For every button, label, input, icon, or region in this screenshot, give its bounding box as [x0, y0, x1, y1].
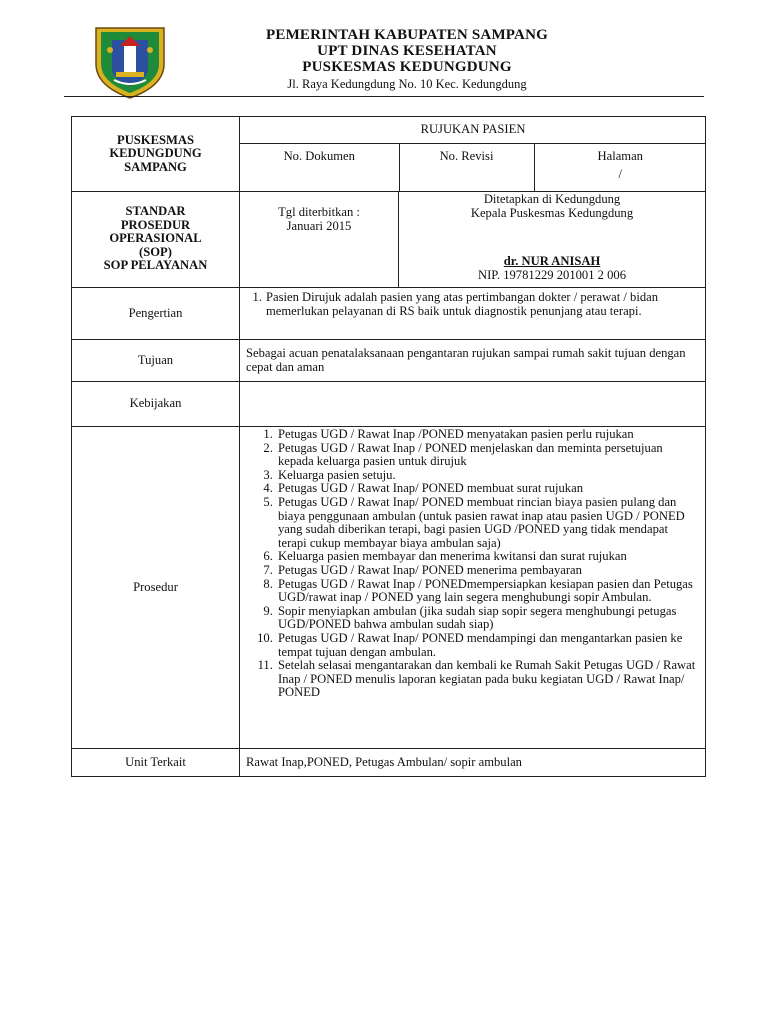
- doc-title: RUJUKAN PASIEN: [240, 117, 706, 143]
- prosedur-label: Prosedur: [72, 427, 240, 749]
- prosedur-step: 11. Setelah selasai mengantarakan dan kembali ke Rumah Sakit Petugas UGD / Rawat Inap / PONED menulis laporan kegiatan pada buku kegiatan UGD / Rawat Inap/ PONED: [276, 659, 697, 700]
- sop-label-line: OPERASIONAL: [109, 231, 202, 246]
- letterhead-department: UPT DINAS KESEHATAN: [317, 43, 497, 59]
- letterhead-government: PEMERINTAH KABUPATEN SAMPANG: [266, 27, 548, 43]
- issue-date-label: Tgl diterbitkan :: [278, 205, 360, 219]
- prosedur-content: [240, 427, 706, 749]
- sop-label-line: SOP PELAYANAN: [103, 258, 208, 273]
- prosedur-step: 5. Petugas UGD / Rawat Inap/ PONED membuat rincian biaya pasien pulang dan biaya penggunaan ambulan (untuk pasien rawat inap atau pasien UGD / PONED yang sudah diberikan terapi, bagi pasien UGD /PONED yang tidak mendapat terapi cukup membayar biaya ambulan saja): [276, 496, 697, 550]
- prosedur-step: 8. Petugas UGD / Rawat Inap / PONEDmempersiapkan kesiapan pasien dan Petugas UGD/rawat inap / PONED yang lain segera menghubungi sopir Ambulan.: [276, 578, 697, 605]
- halaman-value: /: [618, 167, 622, 182]
- approval-place: Ditetapkan di Kedungdung: [483, 192, 621, 206]
- letterhead-address: Jl. Raya Kedungdung No. 10 Kec. Kedungdung: [287, 77, 527, 91]
- prosedur-step: 6. Keluarga pasien membayar dan menerima kwitansi dan surat rujukan: [276, 550, 697, 564]
- sop-label-line: STANDAR: [125, 204, 186, 218]
- kebijakan-text: [240, 382, 706, 427]
- approval-cell: [399, 192, 706, 288]
- prosedur-step: 2. Petugas UGD / Rawat Inap / PONED menjelaskan dan meminta persetujuan kepada keluarga pasien untuk dirujuk: [276, 442, 697, 469]
- letterhead-divider: [64, 96, 704, 97]
- org-name-cell: [72, 117, 240, 192]
- prosedur-step: 4. Petugas UGD / Rawat Inap/ PONED membuat surat rujukan: [276, 482, 697, 496]
- sop-document-table: [71, 116, 706, 777]
- pengertian-text: Pasien Dirujuk adalah pasien yang atas pertimbangan dokter / perawat / bidan memerlukan pelayanan di RS baik untuk diagnostik penunjang atau terapi.: [266, 290, 659, 318]
- org-name-line: KEDUNGDUNG: [109, 146, 202, 161]
- prosedur-steps: [240, 428, 705, 700]
- signer-nip: NIP. 19781229 201001 2 006: [478, 267, 626, 282]
- issue-date-cell: [240, 192, 399, 288]
- unit-terkait-label: Unit Terkait: [72, 749, 240, 777]
- tujuan-text: Sebagai acuan penatalaksanaan pengantaran rujukan sampai rumah sakit tujuan dengan cepat dan aman: [240, 340, 706, 382]
- kebijakan-label: Kebijakan: [72, 382, 240, 427]
- tujuan-label: Tujuan: [72, 340, 240, 382]
- no-revisi-label: No. Revisi: [399, 143, 534, 191]
- prosedur-step: 7. Petugas UGD / Rawat Inap/ PONED menerima pembayaran: [276, 564, 697, 578]
- prosedur-step: 9. Sopir menyiapkan ambulan (jika sudah siap sopir segera menghubungi petugas UGD/PONED bahwa ambulan sudah siap): [276, 605, 697, 632]
- letterhead: [200, 27, 614, 92]
- unit-terkait-text: Rawat Inap,PONED, Petugas Ambulan/ sopir ambulan: [240, 749, 706, 777]
- pengertian-number: 1.: [252, 290, 262, 304]
- kabupaten-sampang-logo: [90, 20, 170, 100]
- no-dokumen-label: No. Dokumen: [240, 143, 399, 191]
- org-name-line: PUSKESMAS: [117, 132, 194, 147]
- prosedur-step: 3. Keluarga pasien setuju.: [276, 469, 697, 483]
- pengertian-content: [240, 288, 706, 340]
- prosedur-step: 1. Petugas UGD / Rawat Inap /PONED menyatakan pasien perlu rujukan: [276, 428, 697, 442]
- approval-title: Kepala Puskesmas Kedungdung: [470, 205, 634, 220]
- org-name-line: SAMPANG: [124, 159, 187, 174]
- halaman-label: Halaman: [597, 148, 643, 163]
- doc-title-block: [240, 117, 706, 192]
- issue-date-value: Januari 2015: [286, 218, 352, 233]
- sop-label-line: PROSEDUR: [120, 217, 191, 232]
- letterhead-puskesmas: PUSKESMAS KEDUNGDUNG: [302, 59, 512, 75]
- prosedur-step: 10. Petugas UGD / Rawat Inap/ PONED mendampingi dan mengantarkan pasien ke tempat tujuan dengan ambulan.: [276, 632, 697, 659]
- sop-label-cell: [72, 192, 240, 288]
- pengertian-label: Pengertian: [72, 288, 240, 340]
- sop-label-line: (SOP): [139, 244, 172, 259]
- halaman-cell: [534, 143, 706, 191]
- signer-name: dr. NUR ANISAH: [503, 254, 601, 269]
